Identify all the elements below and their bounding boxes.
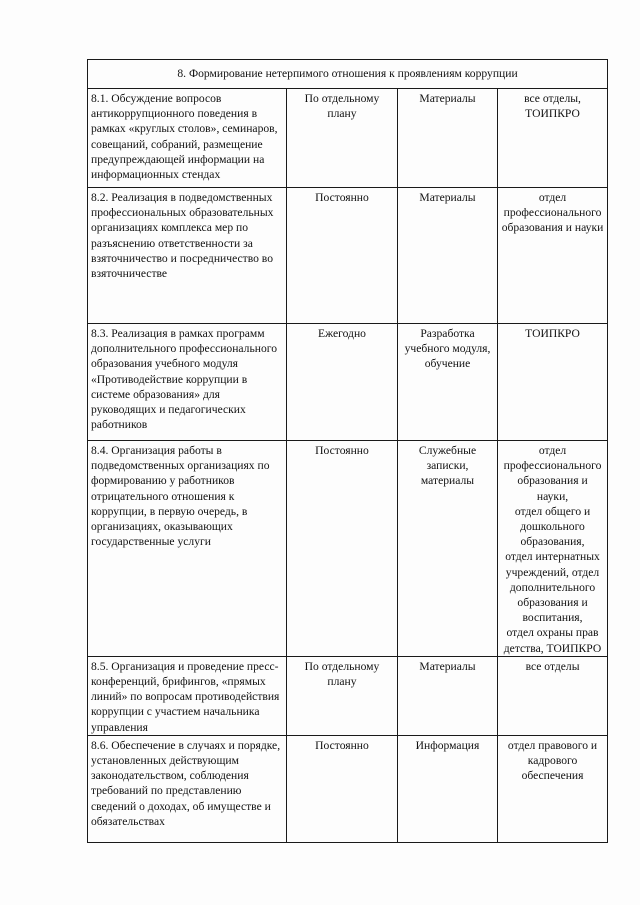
responsible-party: все отделы bbox=[498, 656, 608, 735]
execution-term: Постоянно bbox=[287, 188, 398, 324]
table-row bbox=[88, 656, 608, 735]
responsible-party: ТОИПКРО bbox=[498, 324, 608, 441]
execution-term: Постоянно bbox=[287, 735, 398, 842]
section-header-row bbox=[88, 60, 608, 89]
table-row bbox=[88, 441, 608, 657]
execution-term: Ежегодно bbox=[287, 324, 398, 441]
table-row bbox=[88, 735, 608, 842]
anticorruption-plan-table bbox=[87, 59, 608, 843]
measure-description: 8.5. Организация и проведение пресс-конференций, брифингов, «прямых линий» по вопросам противодействия коррупции с участием начальника управления bbox=[88, 656, 287, 735]
reporting-form: Разработка учебного модуля, обучение bbox=[398, 324, 498, 441]
reporting-form: Материалы bbox=[398, 89, 498, 188]
reporting-form: Материалы bbox=[398, 188, 498, 324]
section-title: 8. Формирование нетерпимого отношения к проявлениям коррупции bbox=[88, 60, 608, 89]
table-row bbox=[88, 324, 608, 441]
measure-description: 8.1. Обсуждение вопросов антикоррупционного поведения в рамках «круглых столов», семинаров, совещаний, собраний, размещение предупреждающей информации на информационных стендах bbox=[88, 89, 287, 188]
execution-term: Постоянно bbox=[287, 441, 398, 657]
execution-term: По отдельному плану bbox=[287, 656, 398, 735]
measure-description: 8.6. Обеспечение в случаях и порядке, установленных действующим законодательством, соблюдения требований по представлению сведений о доходах, об имуществе и обязательствах bbox=[88, 735, 287, 842]
measure-description: 8.3. Реализация в рамках программ дополнительного профессионального образования учебного модуля «Противодействие коррупции в системе образования» для руководящих и педагогических работников bbox=[88, 324, 287, 441]
responsible-party: отдел профессионального образования и науки bbox=[498, 188, 608, 324]
measure-description: 8.4. Организация работы в подведомственных организациях по формированию у работников отрицательного отношения к коррупции, в первую очередь, в организациях, оказывающих государственные услуги bbox=[88, 441, 287, 657]
reporting-form: Служебные записки, материалы bbox=[398, 441, 498, 657]
table-row bbox=[88, 188, 608, 324]
measure-description: 8.2. Реализация в подведомственных профессиональных образовательных организациях комплекса мер по разъяснению ответственности за взяточничество и посредничество во взяточничестве bbox=[88, 188, 287, 324]
responsible-party: все отделы, ТОИПКРО bbox=[498, 89, 608, 188]
responsible-party: отдел правового и кадрового обеспечения bbox=[498, 735, 608, 842]
reporting-form: Информация bbox=[398, 735, 498, 842]
execution-term: По отдельному плану bbox=[287, 89, 398, 188]
table-row bbox=[88, 89, 608, 188]
reporting-form: Материалы bbox=[398, 656, 498, 735]
responsible-party: отдел профессионального образования и науки, отдел общего и дошкольного образования, отдел интернатных учреждений, отдел дополнительного образования и воспитания, отдел охраны прав детства, ТОИПКРО bbox=[498, 441, 608, 657]
